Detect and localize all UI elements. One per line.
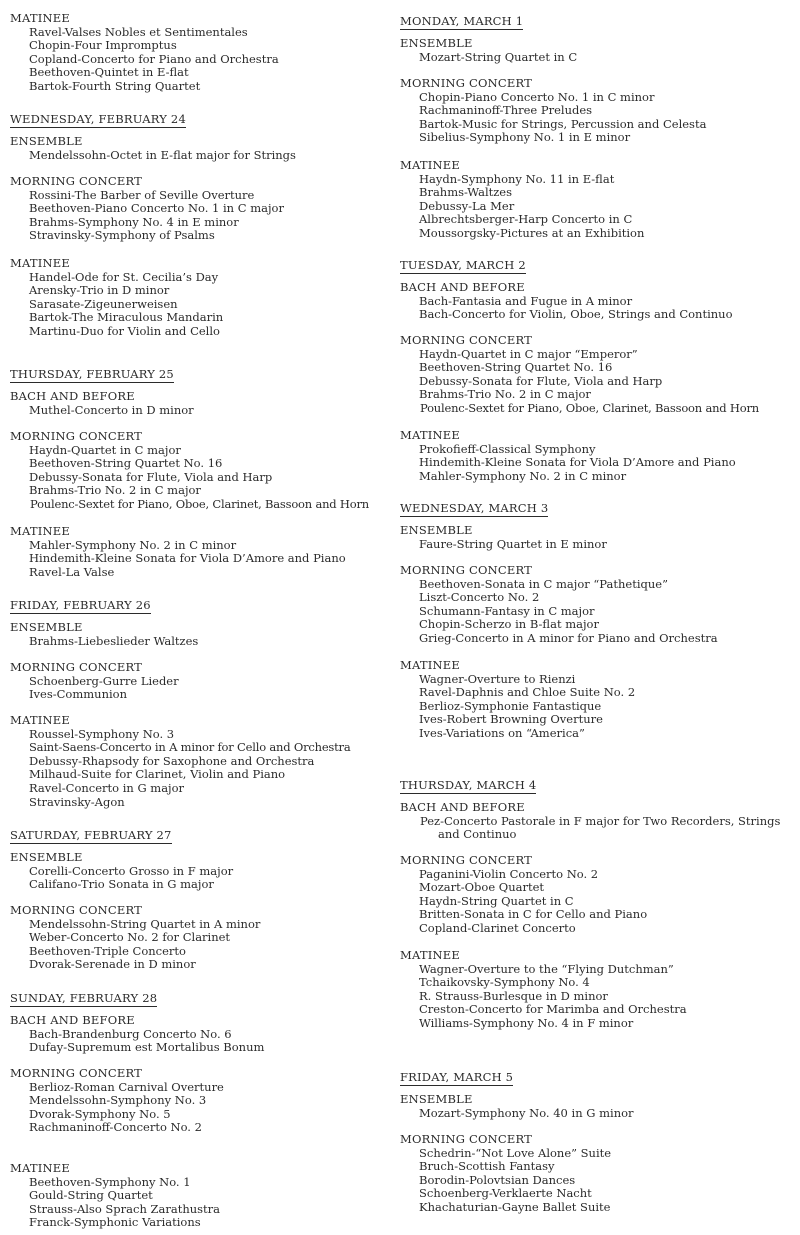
program-matinee	[10, 714, 385, 809]
day-heading: WEDNESDAY, MARCH 3	[400, 501, 549, 515]
program-ensemble	[10, 851, 385, 892]
program-item: Haydn-Quartet in C major	[29, 442, 181, 457]
program-item: Creston-Concerto for Marimba and Orchestra	[419, 1002, 687, 1017]
program-item: Mahler-Symphony No. 2 in C minor	[29, 537, 237, 552]
program-item: Bruch-Scottish Fantasy	[419, 1159, 555, 1174]
program-item: Schoenberg-Verklaerte Nacht	[419, 1186, 592, 1201]
program-item: Ives-Communion	[29, 687, 127, 702]
program-item: Saint-Saens-Concerto in A minor for Cello and Orchestra	[29, 740, 351, 755]
program-item: Britten-Sonata in C for Cello and Piano	[419, 907, 648, 922]
program-item: Ives-Variations on “America”	[419, 725, 585, 740]
program-item: Poulenc-Sextet for Piano, Oboe, Clarinet, Bassoon and Horn	[30, 496, 369, 511]
program-item: Mozart-String Quartet in C	[419, 49, 578, 64]
day-block	[10, 987, 385, 1230]
program-item: Paganini-Violin Concerto No. 2	[419, 866, 599, 881]
program-item: Hindemith-Kleine Sonata for Viola D’Amore and Piano	[29, 551, 346, 566]
program-item: Borodin-Polovtsian Dances	[419, 1172, 576, 1187]
section-heading: MATINEE	[10, 713, 70, 727]
program-item: Williams-Symphony No. 4 in F minor	[419, 1015, 634, 1030]
program-item: Faure-String Quartet in E minor	[419, 536, 607, 551]
program-item: Brahms-Trio No. 2 in C major	[29, 483, 201, 498]
program-item: Corelli-Concerto Grosso in F major	[29, 863, 234, 878]
section-heading: BACH AND BEFORE	[10, 389, 135, 403]
program-item: Mendelssohn-Octet in E-flat major for Strings	[29, 147, 296, 162]
program-item: Chopin-Piano Concerto No. 1 in C minor	[419, 89, 655, 104]
day-block	[400, 774, 795, 1030]
program-item: Dvorak-Symphony No. 5	[29, 1106, 171, 1121]
day-block	[10, 108, 385, 338]
section-heading: MORNING CONCERT	[400, 76, 532, 90]
program-item: Tchaikovsky-Symphony No. 4	[419, 975, 590, 990]
program-item: Stravinsky-Symphony of Psalms	[29, 228, 215, 243]
section-heading: MATINEE	[10, 1161, 70, 1175]
section-heading: MATINEE	[400, 428, 460, 442]
program-item: Chopin-Scherzo in B-flat major	[419, 617, 599, 632]
program-item: Khachaturian-Gayne Ballet Suite	[419, 1199, 611, 1214]
section-heading: BACH AND BEFORE	[10, 1013, 135, 1027]
section-heading: MORNING CONCERT	[10, 1066, 142, 1080]
section-heading: MATINEE	[400, 158, 460, 172]
program-item: Pez-Concerto Pastorale in F major for Two Recorders, Strings and Continuo	[420, 813, 781, 842]
program-item: Bach-Fantasia and Fugue in A minor	[419, 293, 633, 308]
program-item: Haydn-Symphony No. 11 in E-flat	[419, 171, 615, 186]
program-item: Beethoven-String Quartet No. 16	[29, 456, 223, 471]
program-item: Wagner-Overture to the “Flying Dutchman”	[419, 961, 674, 976]
program-morning-concert	[400, 334, 795, 416]
program-item: Debussy-Sonata for Flute, Viola and Harp	[29, 469, 273, 484]
program-item: Martinu-Duo for Violin and Cello	[29, 323, 220, 338]
program-ensemble	[400, 1093, 795, 1120]
program-item: Schedrin-“Not Love Alone” Suite	[419, 1145, 612, 1160]
program-item: Bartok-The Miraculous Mandarin	[29, 310, 224, 325]
program-matinee	[400, 949, 795, 1031]
program-morning-concert	[10, 904, 385, 972]
day-block	[10, 363, 385, 579]
day-heading: MONDAY, MARCH 1	[400, 14, 524, 28]
section-heading: ENSEMBLE	[10, 134, 83, 148]
program-item: Brahms-Trio No. 2 in C major	[419, 387, 591, 402]
section-heading: MATINEE	[400, 658, 460, 672]
day-heading: WEDNESDAY, FEBRUARY 24	[10, 112, 186, 126]
program-item: Gould-String Quartet	[29, 1188, 153, 1203]
program-item: Albrechtsberger-Harp Concerto in C	[419, 212, 633, 227]
day-block	[400, 1066, 795, 1214]
program-item: Ravel-La Valse	[29, 564, 115, 579]
program-item: Dufay-Supremum est Mortalibus Bonum	[29, 1040, 265, 1055]
program-morning-concert	[10, 1067, 385, 1135]
program-item: Sibelius-Symphony No. 1 in E minor	[419, 130, 631, 145]
section-heading: MORNING CONCERT	[10, 429, 142, 443]
program-item: Mozart-Symphony No. 40 in G minor	[419, 1105, 634, 1120]
program-item: Grieg-Concerto in A minor for Piano and Orchestra	[419, 630, 718, 645]
program-bach-and-before	[400, 801, 795, 842]
section-heading: MORNING CONCERT	[10, 660, 142, 674]
section-heading: MORNING CONCERT	[400, 1132, 532, 1146]
section-heading: BACH AND BEFORE	[400, 280, 525, 294]
program-item: Liszt-Concerto No. 2	[419, 590, 540, 605]
day-block	[400, 497, 795, 740]
program-item: Copland-Clarinet Concerto	[419, 920, 576, 935]
program-item: Weber-Concerto No. 2 for Clarinet	[29, 930, 231, 945]
program-morning-concert	[400, 1133, 795, 1215]
section-heading: MORNING CONCERT	[400, 563, 532, 577]
section-heading: MATINEE	[10, 524, 70, 538]
section-heading: MATINEE	[10, 256, 70, 270]
day-heading: TUESDAY, MARCH 2	[400, 258, 526, 272]
section-heading: ENSEMBLE	[10, 620, 83, 634]
program-ensemble	[10, 135, 385, 162]
day-block	[10, 594, 385, 809]
section-heading: ENSEMBLE	[400, 36, 473, 50]
program-item: Califano-Trio Sonata in G major	[29, 877, 214, 892]
program-item: Chopin-Four Impromptus	[29, 38, 177, 53]
program-bach-and-before	[10, 1014, 385, 1055]
program-ensemble	[400, 524, 795, 551]
program-item: Brahms-Liebeslieder Waltzes	[29, 633, 199, 648]
day-block	[400, 10, 795, 240]
program-item: Brahms-Symphony No. 4 in E minor	[29, 214, 239, 229]
program-item: Mendelssohn-Symphony No. 3	[29, 1093, 207, 1108]
program-item: Beethoven-Sonata in C major “Pathetique”	[419, 576, 668, 591]
section-heading: MATINEE	[10, 11, 70, 25]
program-morning-concert	[400, 77, 795, 145]
program-item: Haydn-String Quartet in C	[419, 893, 574, 908]
program-item: Dvorak-Serenade in D minor	[29, 957, 196, 972]
section-heading: MORNING CONCERT	[10, 174, 142, 188]
program-matinee	[400, 659, 795, 741]
program-matinee	[10, 1162, 385, 1230]
program-item: Roussel-Symphony No. 3	[29, 726, 175, 741]
program-item: Ives-Robert Browning Overture	[419, 712, 603, 727]
day-heading: THURSDAY, MARCH 4	[400, 778, 537, 792]
program-matinee	[400, 429, 795, 483]
section-heading: MATINEE	[400, 948, 460, 962]
day-heading: FRIDAY, FEBRUARY 26	[10, 598, 151, 612]
program-morning-concert	[400, 854, 795, 936]
program-item: Bach-Concerto for Violin, Oboe, Strings and Continuo	[419, 307, 733, 322]
day-heading: THURSDAY, FEBRUARY 25	[10, 367, 174, 381]
program-morning-concert	[10, 175, 385, 243]
program-matinee	[10, 257, 385, 339]
program-item: Arensky-Trio in D minor	[29, 283, 170, 298]
program-morning-concert	[10, 661, 385, 702]
section-heading: MORNING CONCERT	[10, 903, 142, 917]
program-item: Wagner-Overture to Rienzi	[419, 671, 576, 686]
program-item: Bartok-Fourth String Quartet	[29, 78, 201, 93]
program-item: Poulenc-Sextet for Piano, Oboe, Clarinet, Bassoon and Horn	[420, 400, 759, 415]
program-item: Bartok-Music for Strings, Percussion and Celesta	[419, 116, 707, 131]
program-item: Franck-Symphonic Variations	[29, 1215, 201, 1230]
day-block	[400, 254, 795, 483]
program-item: Debussy-Sonata for Flute, Viola and Harp	[419, 373, 663, 388]
program-item: Bach-Brandenburg Concerto No. 6	[29, 1026, 232, 1041]
program-item: Beethoven-Symphony No. 1	[29, 1174, 191, 1189]
program-item: Prokofieff-Classical Symphony	[419, 441, 596, 456]
program-matinee	[10, 525, 385, 579]
program-ensemble	[400, 37, 795, 64]
program-item: Debussy-Rhapsody for Saxophone and Orchestra	[29, 753, 315, 768]
section-heading: ENSEMBLE	[400, 1092, 473, 1106]
program-morning-concert	[10, 430, 385, 512]
program-item: Schoenberg-Gurre Lieder	[29, 673, 179, 688]
program-item: Mendelssohn-String Quartet in A minor	[29, 916, 261, 931]
program-item: Hindemith-Kleine Sonata for Viola D’Amore and Piano	[419, 455, 736, 470]
program-item: Sarasate-Zigeunerweisen	[29, 296, 178, 311]
program-item: Rossini-The Barber of Seville Overture	[29, 187, 255, 202]
section-heading: MORNING CONCERT	[400, 333, 532, 347]
program-item: Mahler-Symphony No. 2 in C minor	[419, 468, 627, 483]
program-item: Schumann-Fantasy in C major	[419, 603, 595, 618]
program-item: Beethoven-Quintet in E-flat	[29, 65, 189, 80]
section-heading: MORNING CONCERT	[400, 853, 532, 867]
program-item: Muthel-Concerto in D minor	[29, 402, 194, 417]
program-morning-concert	[400, 564, 795, 646]
program-item: Ravel-Concerto in G major	[29, 780, 185, 795]
day-heading: SUNDAY, FEBRUARY 28	[10, 991, 158, 1005]
program-item: Ravel-Daphnis and Chloe Suite No. 2	[419, 685, 636, 700]
program-bach-and-before	[400, 281, 795, 322]
program-item: Beethoven-String Quartet No. 16	[419, 360, 613, 375]
program-bach-and-before	[10, 390, 385, 417]
section-heading: ENSEMBLE	[400, 523, 473, 537]
program-item: Berlioz-Symphonie Fantastique	[419, 698, 602, 713]
program-item: Beethoven-Triple Concerto	[29, 943, 186, 958]
program-item: Strauss-Also Sprach Zarathustra	[29, 1201, 221, 1216]
program-item: Rachmaninoff-Three Preludes	[419, 103, 593, 118]
day-block	[10, 824, 385, 972]
program-ensemble	[10, 621, 385, 648]
program-item: R. Strauss-Burlesque in D minor	[419, 988, 608, 1003]
day-heading: FRIDAY, MARCH 5	[400, 1070, 514, 1084]
program-item: Ravel-Valses Nobles et Sentimentales	[29, 24, 248, 39]
program-matinee	[400, 159, 795, 241]
program-item: Moussorgsky-Pictures at an Exhibition	[419, 225, 645, 240]
program-item: Handel-Ode for St. Cecilia’s Day	[29, 269, 219, 284]
section-heading: BACH AND BEFORE	[400, 800, 525, 814]
section-heading: ENSEMBLE	[10, 850, 83, 864]
program-item: Berlioz-Roman Carnival Overture	[29, 1079, 224, 1094]
program-item: Rachmaninoff-Concerto No. 2	[29, 1120, 202, 1135]
program-item: Debussy-La Mer	[419, 198, 515, 213]
program-item: Milhaud-Suite for Clarinet, Violin and Piano	[29, 767, 286, 782]
day-heading: SATURDAY, FEBRUARY 27	[10, 828, 172, 842]
program-item: Beethoven-Piano Concerto No. 1 in C major	[29, 201, 284, 216]
program-item: Haydn-Quartet in C major “Emperor”	[419, 346, 638, 361]
program-item: Brahms-Waltzes	[419, 185, 513, 200]
program-matinee	[10, 12, 385, 94]
program-item: Copland-Concerto for Piano and Orchestra	[29, 51, 279, 66]
program-item: Mozart-Oboe Quartet	[419, 880, 545, 895]
program-item: Stravinsky-Agon	[29, 794, 125, 809]
